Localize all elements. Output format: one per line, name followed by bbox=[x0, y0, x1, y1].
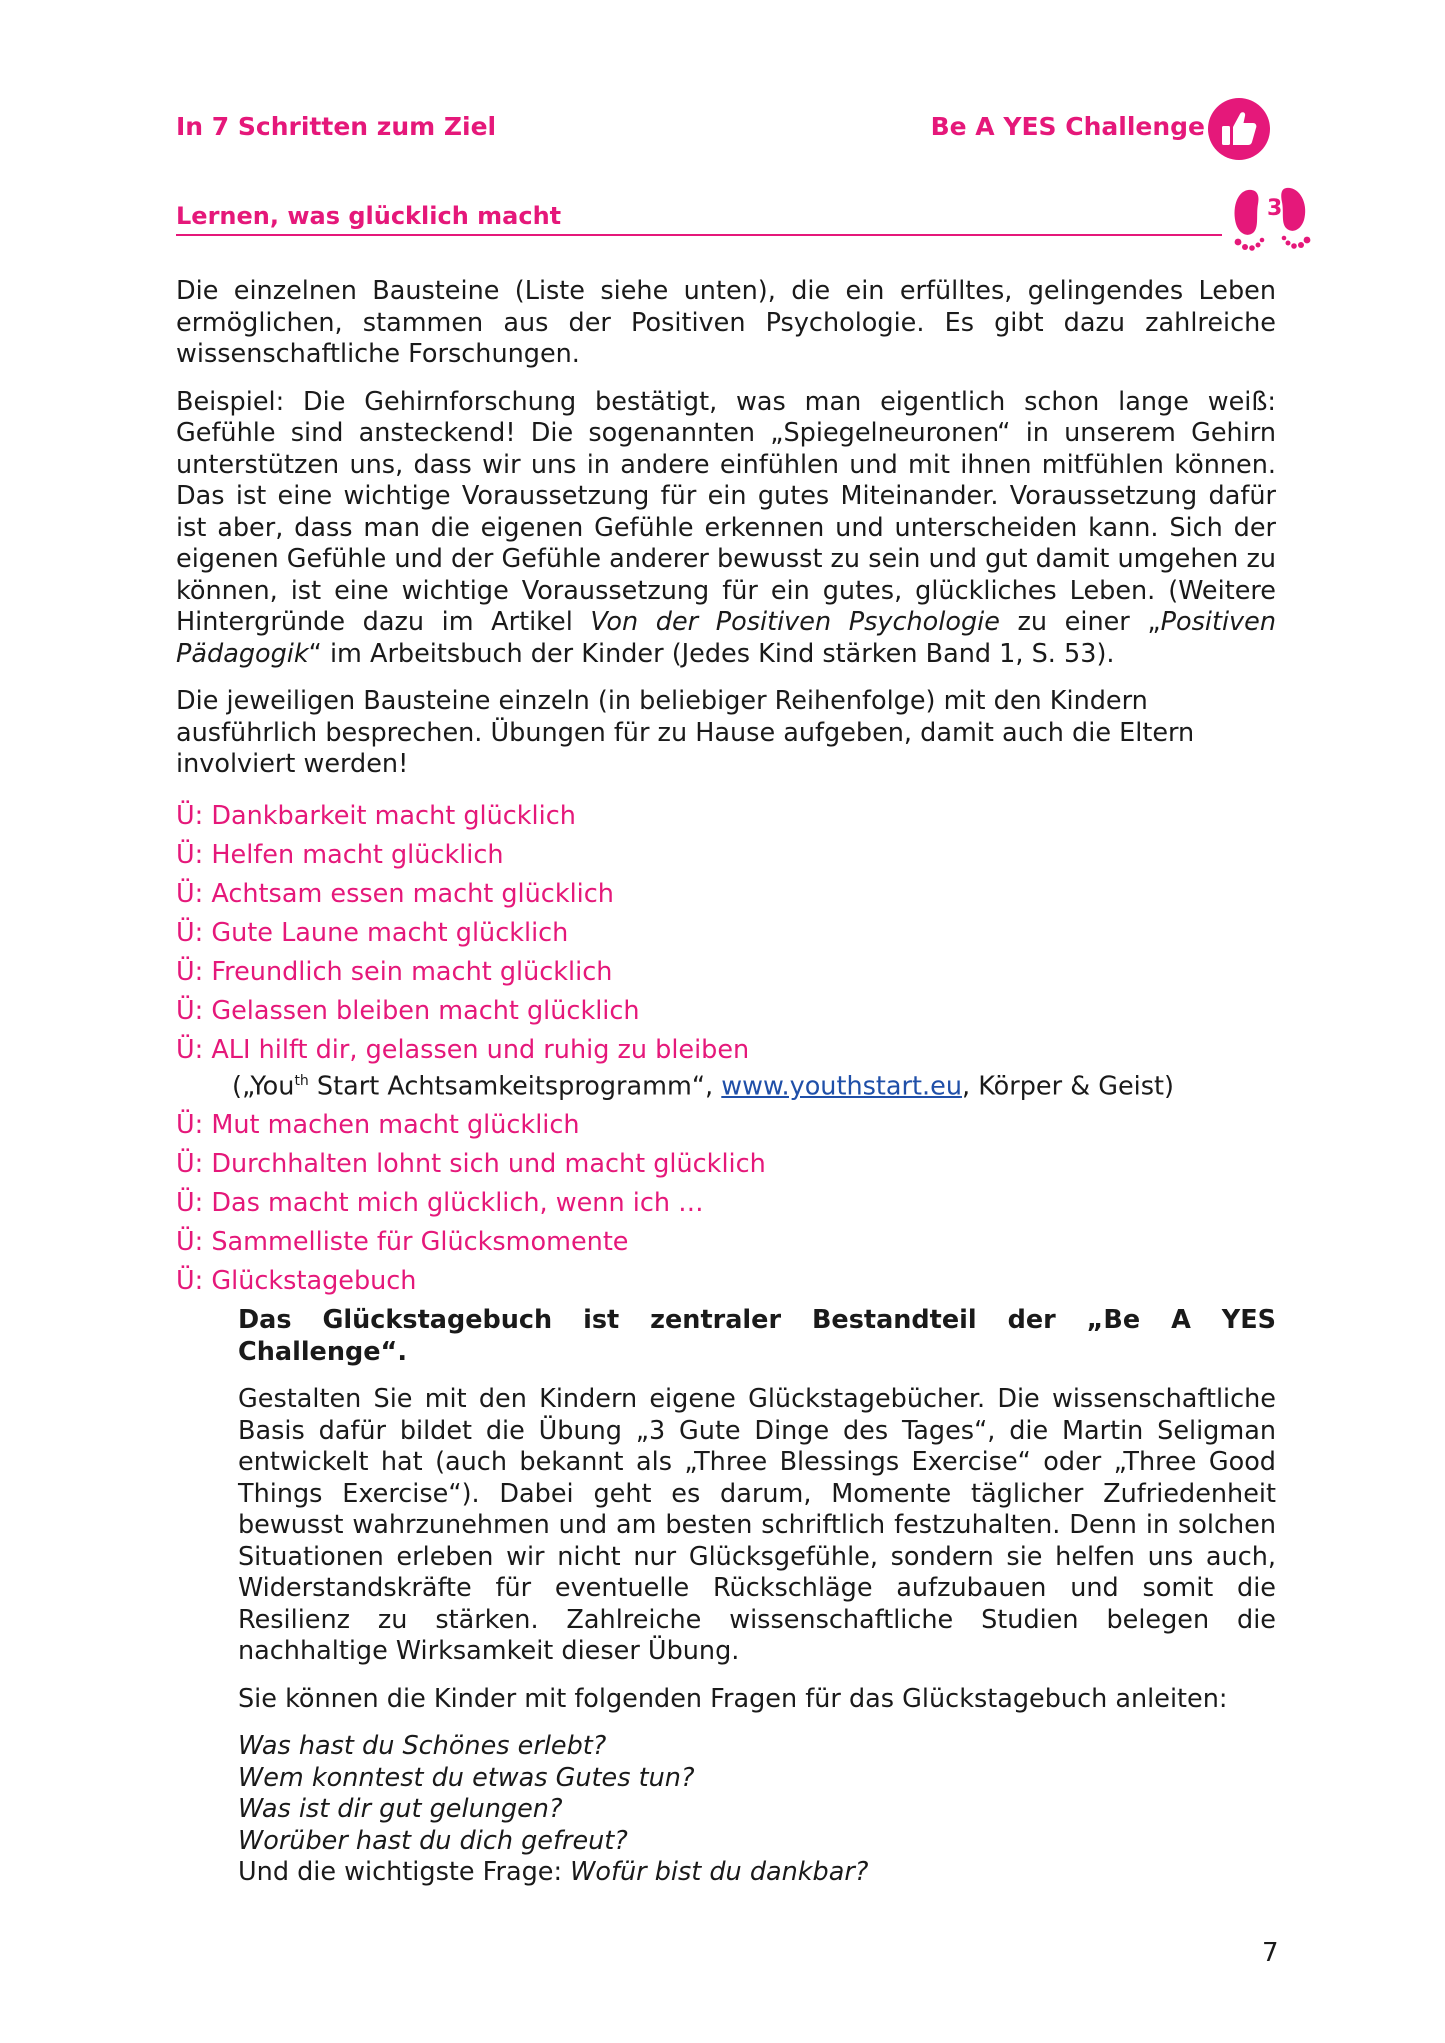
section-title: Lernen, was glücklich macht bbox=[176, 202, 562, 230]
list-item: Ü: Freundlich sein macht glücklich bbox=[176, 956, 613, 987]
list-item: Ü: Achtsam essen macht glücklich bbox=[176, 878, 614, 909]
youthstart-link[interactable]: www.youthstart.eu bbox=[721, 1071, 962, 1101]
paragraph-instructions: Die jeweiligen Bausteine einzeln (in beliebiger Reihenfolge) mit den Kindern ausführlich besprechen. Übungen für zu Hause aufgeben, damit auch die Eltern involviert werden! bbox=[176, 686, 1195, 779]
header-right-title: Be A YES Challenge bbox=[930, 112, 1205, 141]
exercise-list bbox=[176, 797, 1276, 1070]
list-item: Ü: Gelassen bleiben macht glücklich bbox=[176, 995, 640, 1026]
header-left-title: In 7 Schritten zum Ziel bbox=[176, 112, 497, 141]
list-item: Ü: Das macht mich glücklich, wenn ich … bbox=[176, 1188, 704, 1218]
diary-text: Gestalten Sie mit den Kindern eigene Glückstagebücher. Die wissenschaftliche Basis dafür bildet die Übung „3 Gute Dinge des Tages“, die Martin Seligman entwickelt hat (auch bekannt als „Three Blessings Exercise“ oder „Three Good Things Exercise“). Dabei geht es darum, Momente täglicher Zufriedenheit bewusst wahrzunehmen und am besten schriftlich festzuhalten. Denn in solchen Situationen erleben wir nicht nur Glücksgefühle, sondern sie helfen uns auch, Widerstandskräfte für eventuelle Rückschläge aufzubauen und somit die Resilienz zu stärken. Zahlreiche wissenschaftliche Studien belegen die nachhaltige Wirksamkeit dieser Übung. bbox=[238, 1384, 1276, 1666]
final-question: Und die wichtigste Frage: Wofür bist du dankbar? bbox=[238, 1857, 869, 1887]
body-text bbox=[176, 276, 1276, 1889]
step-number: 3 bbox=[1267, 196, 1283, 221]
question: Was hast du Schönes erlebt? bbox=[238, 1731, 607, 1761]
list-item: Ü: ALI hilft dir, gelassen und ruhig zu bleiben bbox=[176, 1034, 750, 1065]
list-item: Ü: Helfen macht glücklich bbox=[176, 839, 504, 870]
section-divider bbox=[176, 234, 1222, 236]
ali-note: („You$^{th}$ Start Achtsamkeitsprogramm“, www.youthstart.eu, Körper & Geist) bbox=[232, 1071, 1174, 1101]
list-item: Ü: Glückstagebuch bbox=[176, 1266, 417, 1296]
diary-section bbox=[176, 1305, 1276, 1889]
paragraph-intro: Die einzelnen Bausteine (Liste siehe unten), die ein erfülltes, gelingendes Leben ermöglichen, stammen aus der Positiven Psychologie. Es gibt dazu zahlreiche wissenschaftliche Forschungen. bbox=[176, 276, 1276, 369]
thumbs-up-icon bbox=[1208, 98, 1270, 160]
question: Was ist dir gut gelungen? bbox=[238, 1794, 563, 1824]
diary-lead: Sie können die Kinder mit folgenden Fragen für das Glückstagebuch anleiten: bbox=[238, 1683, 1228, 1714]
list-item: Ü: Gute Laune macht glücklich bbox=[176, 917, 569, 948]
diary-questions bbox=[238, 1731, 1276, 1889]
paragraph-example: Beispiel: Die Gehirnforschung bestätigt, was man eigentlich schon lange weiß: Gefühle sind ansteckend! Die sogenannten „Spiegelneuronen“ in unserem Gehirn unterstützen uns, dass wir uns in andere einfühlen und mit ihnen mitfühlen können. Das ist eine wichtige Voraussetzung für ein gutes Miteinander. Voraussetzung dafür ist aber, dass man die eigenen Gefühle erkennen und unterscheiden kann. Sich der eigenen Gefühle und der Gefühle anderer bewusst zu sein und gut damit umgehen zu können, ist eine wichtige Voraussetzung für ein gutes, glückliches Leben. (Weitere Hintergründe dazu im Artikel Von der Positiven Psychologie zu einer „Positiven Pädagogik“ im Arbeitsbuch der Kinder (Jedes Kind stärken Band 1, S. 53). bbox=[176, 386, 1276, 669]
list-item: Ü: Sammelliste für Glücksmomente bbox=[176, 1227, 629, 1257]
list-item: Ü: Mut machen macht glücklich bbox=[176, 1110, 580, 1140]
question: Wem konntest du etwas Gutes tun? bbox=[238, 1762, 695, 1793]
page-number: 7 bbox=[1262, 1938, 1279, 1968]
list-item: Ü: Dankbarkeit macht glücklich bbox=[176, 800, 576, 831]
list-item: Ü: Durchhalten lohnt sich und macht glücklich bbox=[176, 1149, 766, 1179]
diary-heading: Das Glückstagebuch ist zentraler Bestandteil der „Be A YES Challenge“. bbox=[238, 1305, 1276, 1367]
question: Worüber hast du dich gefreut? bbox=[238, 1825, 628, 1856]
exercise-list-continued bbox=[176, 1106, 1276, 1301]
